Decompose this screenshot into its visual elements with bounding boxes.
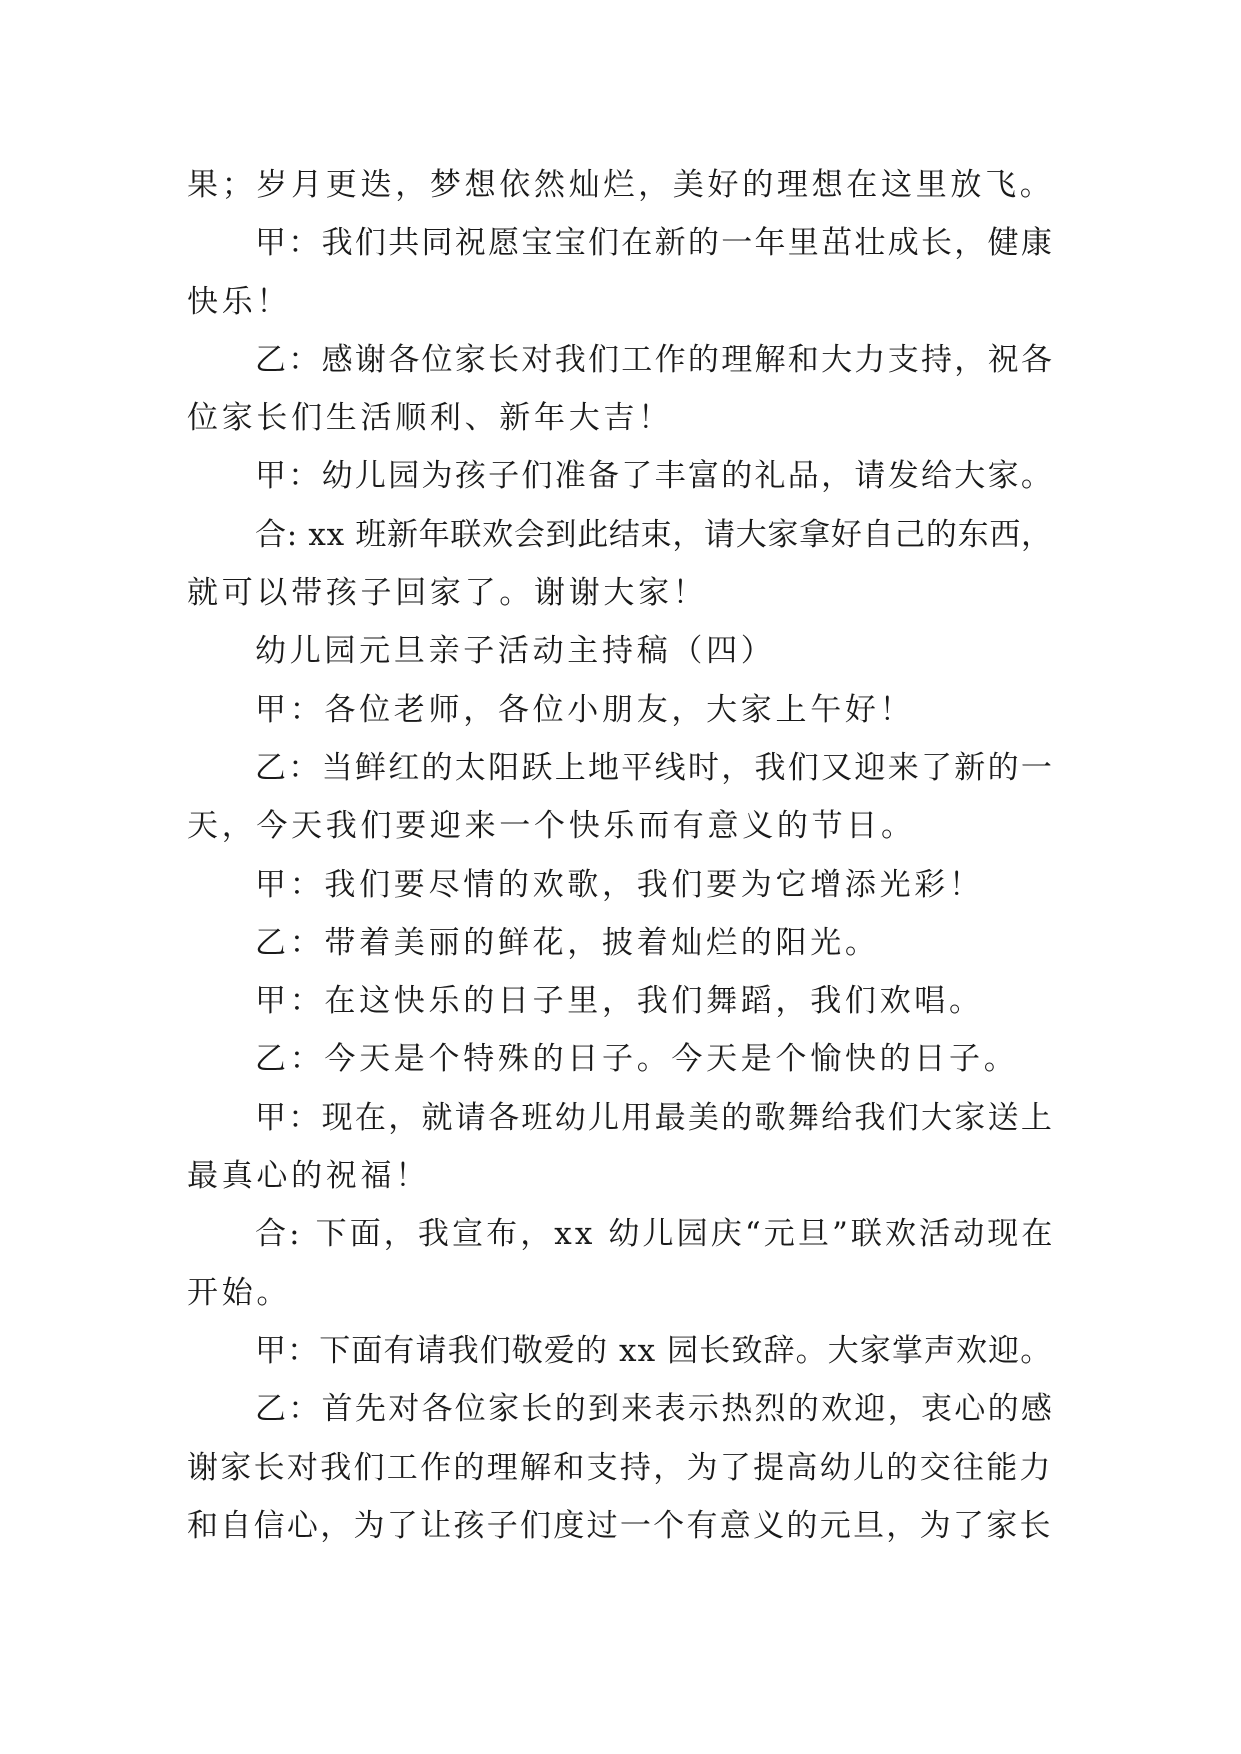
document-page	[187, 156, 1055, 1555]
text-line: 甲：下面有请我们敬爱的 xx 园长致辞。大家掌声欢迎。	[255, 1332, 1053, 1369]
text-line: 合: xx 班新年联欢会到此结束，请大家拿好自己的东西，	[255, 516, 1053, 553]
text-line: 乙：今天是个特殊的日子。今天是个愉快的日子。	[255, 1041, 1019, 1078]
text-line: 乙：感谢各位家长对我们工作的理解和大力支持，祝各	[255, 341, 1055, 378]
section-heading: 幼儿园元旦亲子活动主持稿（四）	[255, 633, 776, 670]
text-line: 和自信心，为了让孩子们度过一个有意义的元旦，为了家长	[187, 1507, 1053, 1544]
text-line: 天，今天我们要迎来一个快乐而有意义的节日。	[187, 808, 916, 845]
text-line: 合: 下面，我宣布，xx 幼儿园庆“元旦”联欢活动现在	[255, 1216, 1056, 1253]
text-line: 位家长们生活顺利、新年大吉！	[187, 400, 673, 437]
text-line: 甲：我们共同祝愿宝宝们在新的一年里茁壮成长，健康	[255, 225, 1055, 262]
text-line: 甲：在这快乐的日子里，我们舞蹈，我们欢唱。	[255, 983, 984, 1020]
text-line: 谢家长对我们工作的理解和支持，为了提高幼儿的交往能力	[187, 1449, 1053, 1486]
text-line: 快乐！	[187, 283, 292, 320]
text-line: 开始。	[187, 1274, 292, 1311]
text-line: 就可以带孩子回家了。谢谢大家！	[187, 575, 708, 612]
text-line: 乙：带着美丽的鲜花，披着灿烂的阳光。	[255, 924, 880, 961]
text-line: 乙：首先对各位家长的到来表示热烈的欢迎，衷心的感	[255, 1391, 1055, 1428]
text-line: 甲：现在，就请各班幼儿用最美的歌舞给我们大家送上	[255, 1099, 1055, 1136]
text-line: 乙：当鲜红的太阳跃上地平线时，我们又迎来了新的一	[255, 749, 1055, 786]
text-line: 果；岁月更迭，梦想依然灿烂，美好的理想在这里放飞。	[187, 167, 1055, 203]
text-line: 最真心的祝福！	[187, 1158, 430, 1195]
text-line: 甲：幼儿园为孩子们准备了丰富的礼品，请发给大家。	[255, 458, 1055, 495]
text-line: 甲：我们要尽情的欢歌，我们要为它增添光彩！	[255, 866, 984, 903]
text-line: 甲：各位老师，各位小朋友，大家上午好！	[255, 691, 915, 728]
